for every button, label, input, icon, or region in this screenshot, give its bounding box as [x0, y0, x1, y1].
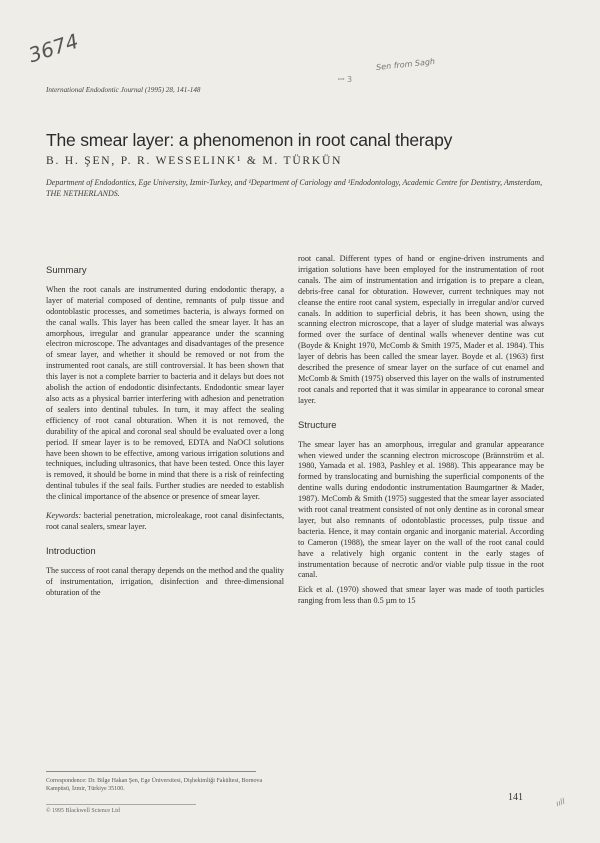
keywords: [46, 511, 284, 533]
summary-heading: Summary: [46, 265, 87, 276]
introduction-heading: Introduction: [46, 545, 96, 557]
handwritten-mark: ꟷ 3: [338, 75, 353, 84]
keywords-text: bacterial penetration, microleakage, root canal disinfectants, root canal sealers, smear layer.: [46, 511, 284, 531]
copyright: © 1995 Blackwell Science Ltd: [46, 808, 120, 814]
structure-heading: Structure: [298, 419, 337, 431]
copyright-rule: [46, 804, 196, 805]
right-para-2: The smear layer has an amorphous, irregular and granular appearance when viewed under the scanning electron microscope (Brännström et al. 1980, Yamada et al. 1983, Pashley et al. 1988). This appearance may be formed by translocating and burnishing the superficial components of the dentine walls during endodontic instrumentation Baumgartner & Mader, 1987). McComb & Smith (1975) suggested that the smear layer associated with root canal treatment consisted of not only dentine as in coronal smear layer, but also remnants of odontoblastic processes, pulp tissue and bacteria. Hence, it may contain organic and inorganic material. According to Cameron (1988), the smear layer on the wall of the root canal could have a relatively high organic content in the early stages of instrumentation because of necrotic and/or viable pulp tissue in the root canal.: [298, 439, 544, 580]
keywords-label: Keywords:: [46, 511, 82, 521]
right-para-3: Eick et al. (1970) showed that smear layer was made of tooth particles ranging from less than 0.5 µm to 15: [298, 585, 544, 606]
paper-affiliation: Department of Endodontics, Ege University, Izmir-Turkey, and ¹Department of Cariology and ¹Endodontology, Academic Centre for Dentistry, Amsterdam, THE NETHERLANDS.: [46, 178, 543, 198]
handwritten-note: Sen from Sagh: [375, 56, 436, 73]
handwritten-bottom-mark: ııll: [554, 796, 567, 809]
page-number: 141: [508, 792, 523, 803]
left-column: [46, 266, 284, 602]
paper-authors: B. H. ŞEN, P. R. WESSELINK¹ & M. TÜRKÜN: [46, 155, 343, 167]
paper-title: The smear layer: a phenomenon in root canal therapy: [46, 130, 453, 150]
right-para-1: root canal. Different types of hand or engine-driven instruments and irrigation solutions have been employed for the instrumentation of root canals. The aim of instrumentation and irrigation is to prepare a clean, debris-free canal for obturation. However, current techniques may not cleanse the entire root canal system, especially in irregular and/or curved canals. In addition to superficial debris, it has been shown, using the scanning electron microscope, that a layer of sludge material was always formed over the surface of dentinal walls whenever dentine was cut (Boyde & Knight 1970, McComb & Smith 1975, Mader et al. 1984). This layer of debris has been called the smear layer. Boyde et al. (1963) first described the presence of smear layer on the surface of cut enamel and McComb & Smith (1975) observed this layer on the walls of instrumented root canals and reported that it was similar in appearance to coronal smear layer.: [298, 254, 544, 405]
footnote-rule: [46, 771, 256, 772]
correspondence-note: Correspondence: Dr. Bilge Hakan Şen, Ege Üniversitesi, Dişhekimliği Fakültesi, Bornova Kampüsü, İzmir, Türkiye 35100.: [46, 778, 263, 792]
journal-citation: International Endodontic Journal (1995) 28, 141-148: [46, 86, 201, 94]
introduction-text: The success of root canal therapy depends on the method and the quality of instrumentation, irrigation, disinfection and three-dimensional obturation of the: [46, 565, 284, 597]
right-column: [298, 254, 544, 611]
summary-text: When the root canals are instrumented during endodontic therapy, a layer of material composed of dentine, remnants of pulp tissue and odontoblastic processes, and sometimes bacteria, is always formed on the canal walls. This layer has been called the smear layer. It has an amorphous, irregular and granular appearance under the scanning electron microscope. The advantages and disadvantages of the presence of smear layer, and whether it should be removed or not from the instrumented root canals, are still controversial. It has been shown that this layer is not a complete barrier to bacteria and it delays but does not abolish the action of endodontic disinfectants. Endodontic smear layer also acts as a physical barrier interfering with adhesion and penetration of sealers into dentinal tubules. In turn, it may affect the sealing efficiency of root canal obturation. When it is not removed, the durability of the apical and coronal seal should be evaluated over a long period. If smear layer is to be removed, EDTA and NaOCl solutions have been shown to be effective, among various irrigation solutions and techniques, including ultrasonics, that have been tested. Once this layer is removed, it should be borne in mind that there is a risk of reinfecting dentinal tubules if the seal fails. Further studies are needed to establish the clinical importance of the absence or presence of smear layer.: [46, 284, 284, 502]
handwritten-number: 3674: [25, 28, 82, 68]
